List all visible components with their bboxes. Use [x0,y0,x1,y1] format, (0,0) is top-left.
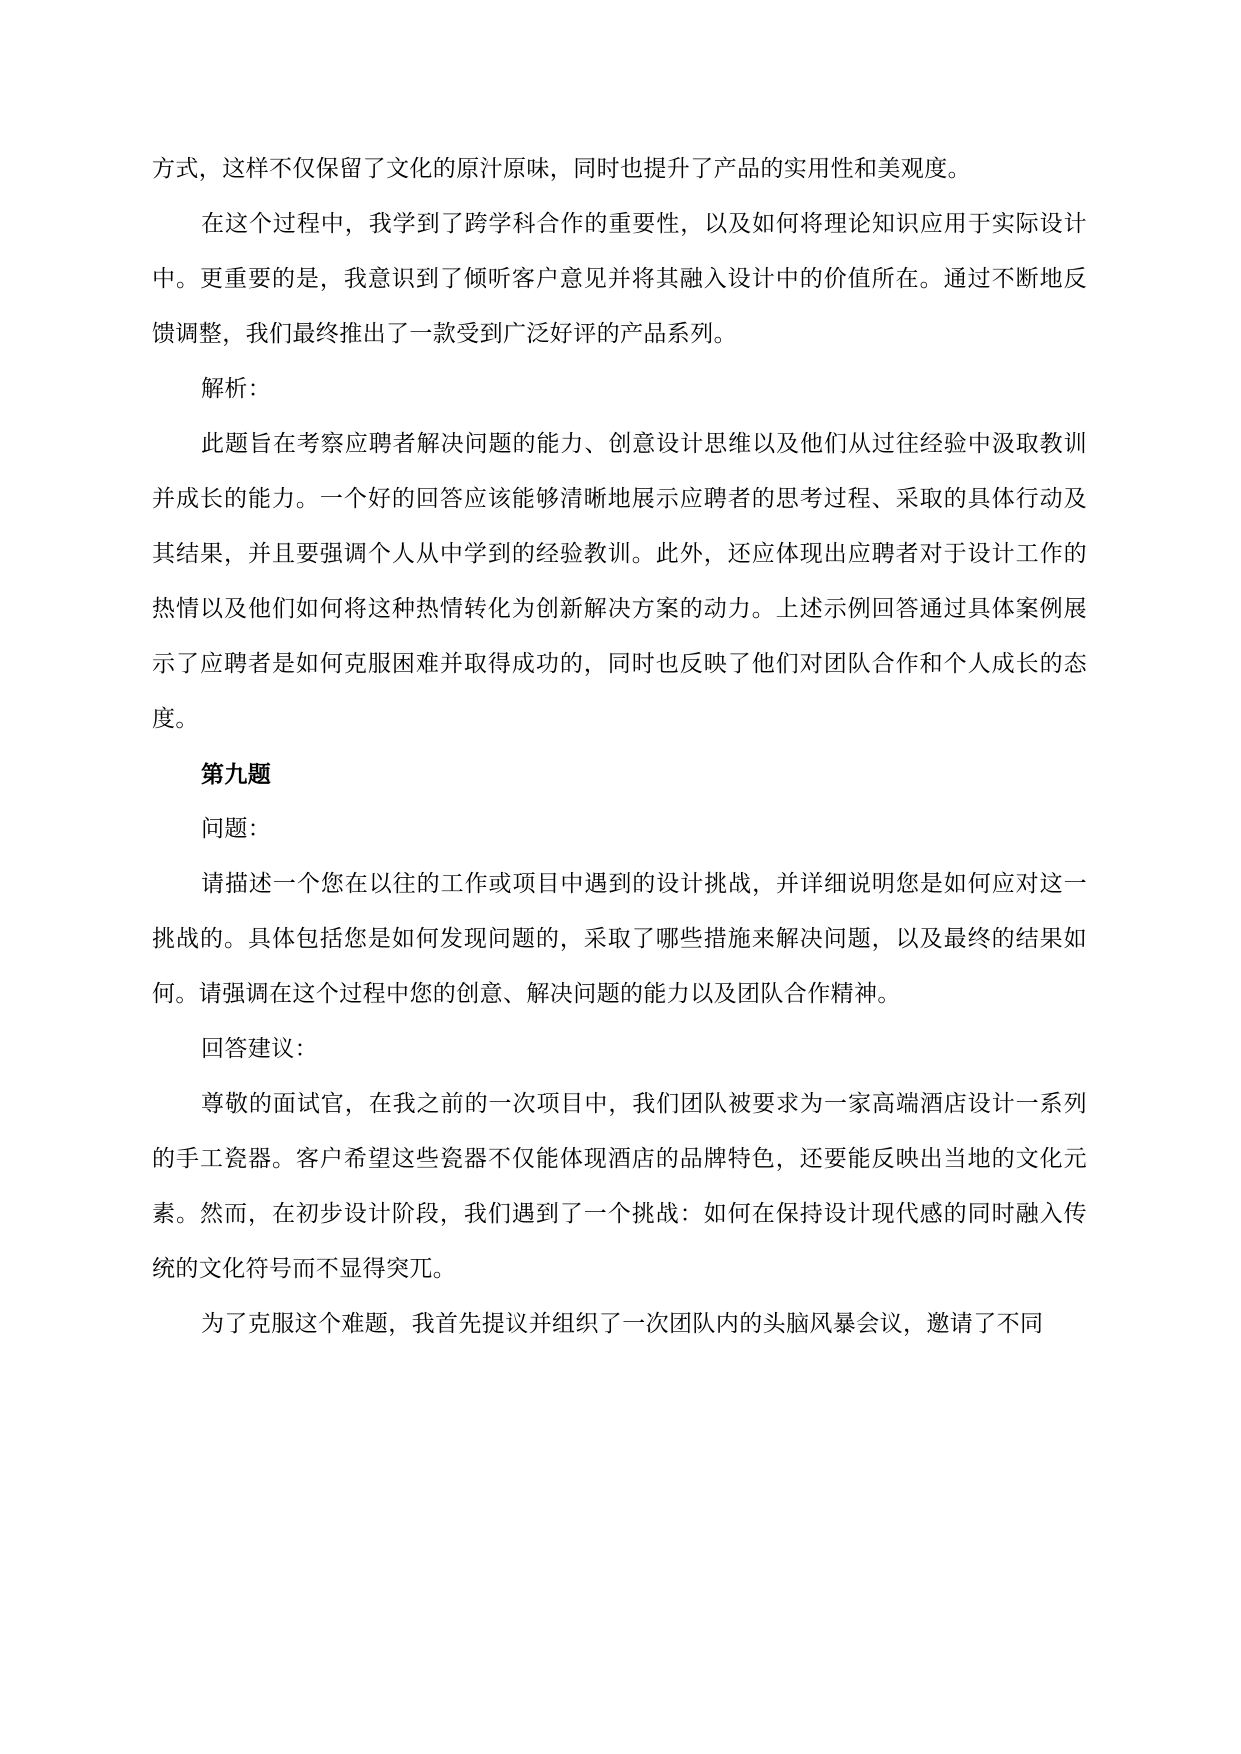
answer-continuation: 为了克服这个难题，我首先提议并组织了一次团队内的头脑风暴会议，邀请了不同 [201,1311,1044,1337]
paragraph-continuation: 方式，这样不仅保留了文化的原汁原味，同时也提升了产品的实用性和美观度。 [152,156,971,182]
document-body [152,142,1087,1352]
answer-suggestion-label: 回答建议： [201,1036,318,1062]
question-label: 问题： [201,816,272,842]
question-text: 请描述一个您在以往的工作或项目中遇到的设计挑战，并详细说明您是如何应对这一挑战的。具体包括您是如何发现问题的，采取了哪些措施来解决问题，以及最终的结果如何。请强调在这个过程中您的创意、解决问题的能力以及团队合作精神。 [152,871,1087,1007]
paragraph-learning: 在这个过程中，我学到了跨学科合作的重要性，以及如何将理论知识应用于实际设计中。更重要的是，我意识到了倾听客户意见并将其融入设计中的价值所在。通过不断地反馈调整，我们最终推出了一款受到广泛好评的产品系列。 [152,211,1087,347]
question-heading: 第九题 [201,761,272,788]
analysis-text: 此题旨在考察应聘者解决问题的能力、创意设计思维以及他们从过往经验中汲取教训并成长的能力。一个好的回答应该能够清晰地展示应聘者的思考过程、采取的具体行动及其结果，并且要强调个人从中学到的经验教训。此外，还应体现出应聘者对于设计工作的热情以及他们如何将这种热情转化为创新解决方案的动力。上述示例回答通过具体案例展示了应聘者是如何克服困难并取得成功的，同时也反映了他们对团队合作和个人成长的态度。 [152,431,1087,732]
answer-text: 尊敬的面试官，在我之前的一次项目中，我们团队被要求为一家高端酒店设计一系列的手工瓷器。客户希望这些瓷器不仅能体现酒店的品牌特色，还要能反映出当地的文化元素。然而，在初步设计阶段，我们遇到了一个挑战：如何在保持设计现代感的同时融入传统的文化符号而不显得突兀。 [152,1091,1087,1282]
analysis-label: 解析： [201,376,272,402]
